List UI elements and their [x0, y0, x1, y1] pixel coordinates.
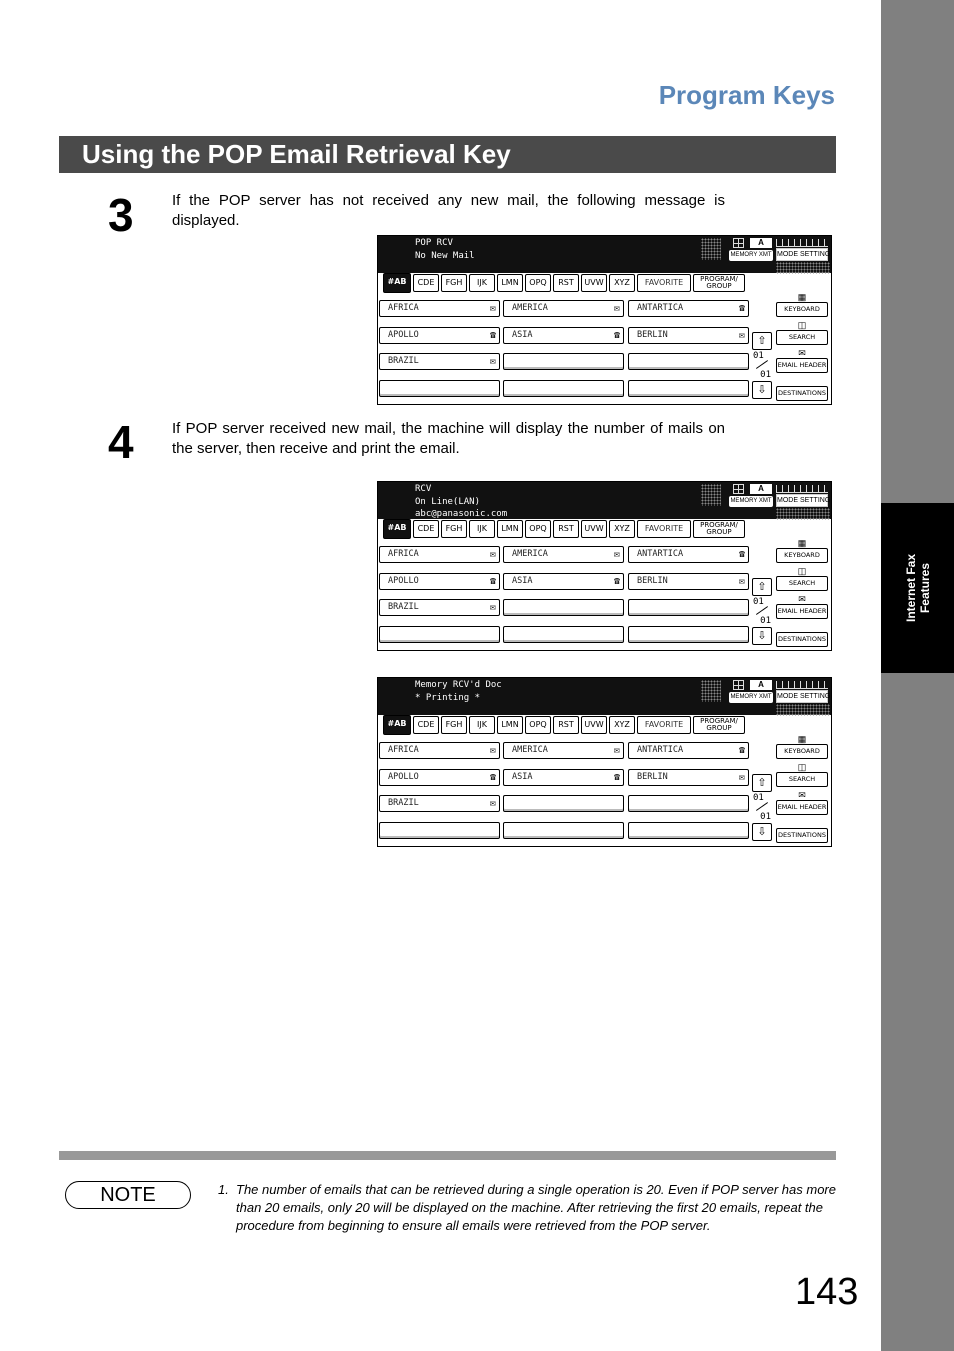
tab-2[interactable]: FGH [441, 716, 467, 734]
dither-pattern [701, 484, 721, 506]
keyboard-icon: ▦ [797, 292, 807, 302]
mail-icon: ✉ [489, 798, 496, 809]
note-number: 1. [218, 1182, 229, 1197]
tab-7[interactable]: UVW [581, 520, 607, 538]
empty-address-slot[interactable] [503, 626, 624, 643]
address-entry[interactable] [628, 300, 749, 317]
empty-address-slot[interactable] [379, 626, 500, 643]
function-button[interactable]: KEYBOARD [776, 302, 828, 317]
empty-address-slot[interactable] [628, 822, 749, 839]
page-navigator [752, 578, 772, 645]
address-entry[interactable] [628, 546, 749, 563]
function-button[interactable]: EMAIL HEADER [776, 800, 828, 815]
panel-message: Memory RCV'd Doc * Printing * [415, 680, 502, 703]
dither-pattern [776, 704, 830, 716]
a-icon: A [750, 238, 772, 248]
chapter-tab-label [904, 554, 932, 622]
page-indicator [752, 596, 772, 627]
panel-message: RCV On Line(LAN) abc@panasonic.com [415, 484, 508, 519]
address-label: AFRICA [388, 303, 419, 313]
tab-6[interactable]: RST [553, 716, 579, 734]
page-navigator [752, 774, 772, 841]
function-button[interactable]: SEARCH [776, 330, 828, 345]
function-button[interactable]: EMAIL HEADER [776, 358, 828, 373]
page-heading: Using the POP Email Retrieval Key [82, 139, 511, 169]
mail-icon: ✉ [798, 594, 806, 604]
address-entry[interactable] [503, 742, 624, 759]
note [218, 1181, 838, 1235]
page-separator [756, 360, 768, 369]
tab-8[interactable]: XYZ [609, 520, 635, 538]
scale-icon [776, 485, 828, 493]
address-label: ANTARTICA [637, 745, 684, 755]
step-text: If the POP server has not received any new mail, the following message is displayed. [172, 192, 725, 229]
scale-icon [776, 681, 828, 689]
address-entry[interactable] [379, 300, 500, 317]
address-entry[interactable] [503, 546, 624, 563]
tab-3[interactable]: IJK [469, 716, 495, 734]
address-label: APOLLO [388, 330, 419, 340]
phone-icon: ☎ [489, 772, 496, 783]
address-label: AMERICA [512, 745, 548, 755]
address-label: AMERICA [512, 303, 548, 313]
keyboard-icon: ▦ [797, 538, 807, 548]
tab-1[interactable]: CDE [413, 716, 439, 734]
empty-address-slot[interactable] [628, 626, 749, 643]
tab-2[interactable]: FGH [441, 520, 467, 538]
step-text: If POP server received new mail, the machine will display the number of mails on the server, then receive and print the email. [172, 420, 725, 457]
tab-9[interactable]: FAVORITE [637, 520, 691, 538]
page-up-button[interactable]: ⇧ [752, 332, 772, 350]
dither-pattern [776, 508, 830, 520]
panel-status-bar [378, 482, 831, 519]
function-button[interactable]: EMAIL HEADER [776, 604, 828, 619]
address-entry[interactable] [503, 327, 624, 344]
mail-icon: ✉ [738, 772, 745, 783]
address-label: APOLLO [388, 576, 419, 586]
tab-1[interactable]: CDE [413, 520, 439, 538]
page-indicator [752, 792, 772, 823]
mail-icon: ✉ [738, 576, 745, 587]
address-label: BERLIN [637, 576, 668, 586]
tab-3[interactable]: IJK [469, 520, 495, 538]
function-button[interactable]: SEARCH [776, 772, 828, 787]
address-label: ASIA [512, 576, 533, 586]
mail-icon: ✉ [613, 303, 620, 314]
page-indicator [752, 350, 772, 381]
mail-icon: ✉ [489, 549, 496, 560]
address-entry[interactable] [628, 573, 749, 590]
empty-address-slot[interactable] [628, 599, 749, 616]
page-up-button[interactable]: ⇧ [752, 578, 772, 596]
heading-bar [59, 136, 836, 173]
mode-setting-button[interactable]: MODE SETTING [776, 494, 828, 507]
mail-icon: ✉ [489, 303, 496, 314]
search-icon: ◫ [797, 566, 807, 576]
search-icon: ◫ [797, 320, 807, 330]
mail-icon: ✉ [613, 745, 620, 756]
scale-icon [776, 239, 828, 247]
empty-address-slot[interactable] [503, 822, 624, 839]
address-label: AFRICA [388, 549, 419, 559]
index-tabs [383, 273, 747, 293]
lcd-panel [377, 677, 832, 847]
grid-icon [733, 680, 744, 690]
address-entry[interactable] [379, 327, 500, 344]
address-label: BERLIN [637, 772, 668, 782]
mode-setting-button[interactable]: MODE SETTING [776, 690, 828, 703]
function-button[interactable]: SEARCH [776, 576, 828, 591]
address-entry[interactable] [628, 742, 749, 759]
phone-icon: ☎ [738, 303, 745, 314]
tab-9[interactable]: FAVORITE [637, 274, 691, 292]
tab-0[interactable]: #AB [383, 273, 411, 293]
side-strip [881, 0, 954, 1351]
empty-address-slot[interactable] [628, 353, 749, 370]
address-label: ANTARTICA [637, 303, 684, 313]
address-label: BRAZIL [388, 798, 419, 808]
keyboard-icon: ▦ [797, 734, 807, 744]
tab-4[interactable]: LMN [497, 274, 523, 292]
empty-address-slot[interactable] [628, 795, 749, 812]
tab-3[interactable]: IJK [469, 274, 495, 292]
mail-icon: ✉ [489, 745, 496, 756]
address-entry[interactable] [503, 769, 624, 786]
address-label: AMERICA [512, 549, 548, 559]
tab-8[interactable]: XYZ [609, 716, 635, 734]
page-up-button[interactable]: ⇧ [752, 774, 772, 792]
address-label: ANTARTICA [637, 549, 684, 559]
tab-5[interactable]: OPQ [525, 274, 551, 292]
page-total: 01 [760, 812, 771, 822]
phone-icon: ☎ [613, 576, 620, 587]
section-title: Program Keys [658, 80, 835, 110]
page-navigator [752, 332, 772, 399]
phone-icon: ☎ [489, 576, 496, 587]
tab-4[interactable]: LMN [497, 520, 523, 538]
tab-7[interactable]: UVW [581, 716, 607, 734]
note-badge: NOTE [65, 1181, 191, 1209]
function-button[interactable]: DESTINATIONS [776, 386, 828, 401]
memory-xmt-button[interactable]: MEMORY XMT [729, 496, 773, 507]
lcd-panel [377, 481, 832, 651]
note-text: The number of emails that can be retrieved during a single operation is 20. Even if POP server has more than 20 emails, only 20 will be displayed on the machine. After retrieving the first 20 emails, repeat the procedure from beginning to ensure all emails were retrieved from the POP server. [236, 1182, 836, 1233]
page-down-button[interactable]: ⇩ [752, 627, 772, 645]
function-button[interactable]: KEYBOARD [776, 548, 828, 563]
address-entry[interactable] [379, 546, 500, 563]
panel-status-bar [378, 236, 831, 273]
address-label: ASIA [512, 772, 533, 782]
tab-4[interactable]: LMN [497, 716, 523, 734]
lcd-panel [377, 235, 832, 405]
function-button[interactable]: DESTINATIONS [776, 632, 828, 647]
address-entry[interactable] [379, 353, 500, 370]
panel-status-bar [378, 678, 831, 715]
phone-icon: ☎ [738, 745, 745, 756]
index-tabs [383, 715, 747, 735]
index-tabs [383, 519, 747, 539]
phone-icon: ☎ [613, 330, 620, 341]
address-entry[interactable] [379, 573, 500, 590]
page-separator [756, 606, 768, 615]
mail-icon: ✉ [798, 790, 806, 800]
a-icon: A [750, 484, 772, 494]
tab-9[interactable]: FAVORITE [637, 716, 691, 734]
grid-icon [733, 484, 744, 494]
step-number: 3 [108, 189, 134, 241]
mail-icon: ✉ [738, 330, 745, 341]
memory-xmt-button[interactable]: MEMORY XMT [729, 692, 773, 703]
mail-icon: ✉ [613, 549, 620, 560]
page-down-button[interactable]: ⇩ [752, 823, 772, 841]
chapter-tab [881, 503, 954, 673]
mail-icon: ✉ [489, 602, 496, 613]
address-label: BRAZIL [388, 356, 419, 366]
tab-5[interactable]: OPQ [525, 716, 551, 734]
mode-setting-button[interactable]: MODE SETTING [776, 248, 828, 261]
panel-message: POP RCV No New Mail [415, 238, 475, 261]
phone-icon: ☎ [738, 549, 745, 560]
address-entry[interactable] [379, 795, 500, 812]
tab-0[interactable]: #AB [383, 715, 411, 735]
address-entry[interactable] [503, 300, 624, 317]
page-separator [756, 802, 768, 811]
address-entry[interactable] [379, 599, 500, 616]
dither-pattern [701, 680, 721, 702]
page-current: 01 [753, 597, 764, 607]
page-current: 01 [753, 793, 764, 803]
function-button[interactable]: DESTINATIONS [776, 828, 828, 843]
dither-pattern [701, 238, 721, 260]
tab-7[interactable]: UVW [581, 274, 607, 292]
memory-xmt-button[interactable]: MEMORY XMT [729, 250, 773, 261]
address-entry[interactable] [379, 742, 500, 759]
chapter-tab-line1: Internet Fax [903, 553, 918, 623]
phone-icon: ☎ [613, 772, 620, 783]
phone-icon: ☎ [489, 330, 496, 341]
tab-10[interactable]: PROGRAM/ GROUP [693, 520, 745, 538]
address-entry[interactable] [628, 769, 749, 786]
address-label: BRAZIL [388, 602, 419, 612]
tab-5[interactable]: OPQ [525, 520, 551, 538]
grid-icon [733, 238, 744, 248]
tab-8[interactable]: XYZ [609, 274, 635, 292]
empty-address-slot[interactable] [379, 822, 500, 839]
address-label: AFRICA [388, 745, 419, 755]
page-down-button[interactable]: ⇩ [752, 381, 772, 399]
function-button[interactable]: KEYBOARD [776, 744, 828, 759]
tab-10[interactable]: PROGRAM/ GROUP [693, 274, 745, 292]
search-icon: ◫ [797, 762, 807, 772]
page-current: 01 [753, 351, 764, 361]
address-label: APOLLO [388, 772, 419, 782]
page-total: 01 [760, 370, 771, 380]
empty-address-slot[interactable] [503, 599, 624, 616]
tab-0[interactable]: #AB [383, 519, 411, 539]
address-label: ASIA [512, 330, 533, 340]
divider [59, 1151, 836, 1160]
page-total: 01 [760, 616, 771, 626]
tab-10[interactable]: PROGRAM/ GROUP [693, 716, 745, 734]
chapter-tab-line2: Features [917, 562, 932, 614]
address-entry[interactable] [379, 769, 500, 786]
page-number: 143 [795, 1271, 859, 1313]
mail-icon: ✉ [798, 348, 806, 358]
empty-address-slot[interactable] [503, 380, 624, 397]
mail-icon: ✉ [489, 356, 496, 367]
tab-6[interactable]: RST [553, 274, 579, 292]
address-label: BERLIN [637, 330, 668, 340]
a-icon: A [750, 680, 772, 690]
step-number: 4 [108, 416, 134, 468]
tab-1[interactable]: CDE [413, 274, 439, 292]
empty-address-slot[interactable] [503, 353, 624, 370]
address-entry[interactable] [628, 327, 749, 344]
empty-address-slot[interactable] [379, 380, 500, 397]
tab-6[interactable]: RST [553, 520, 579, 538]
tab-2[interactable]: FGH [441, 274, 467, 292]
empty-address-slot[interactable] [503, 795, 624, 812]
empty-address-slot[interactable] [628, 380, 749, 397]
address-entry[interactable] [503, 573, 624, 590]
dither-pattern [776, 262, 830, 274]
